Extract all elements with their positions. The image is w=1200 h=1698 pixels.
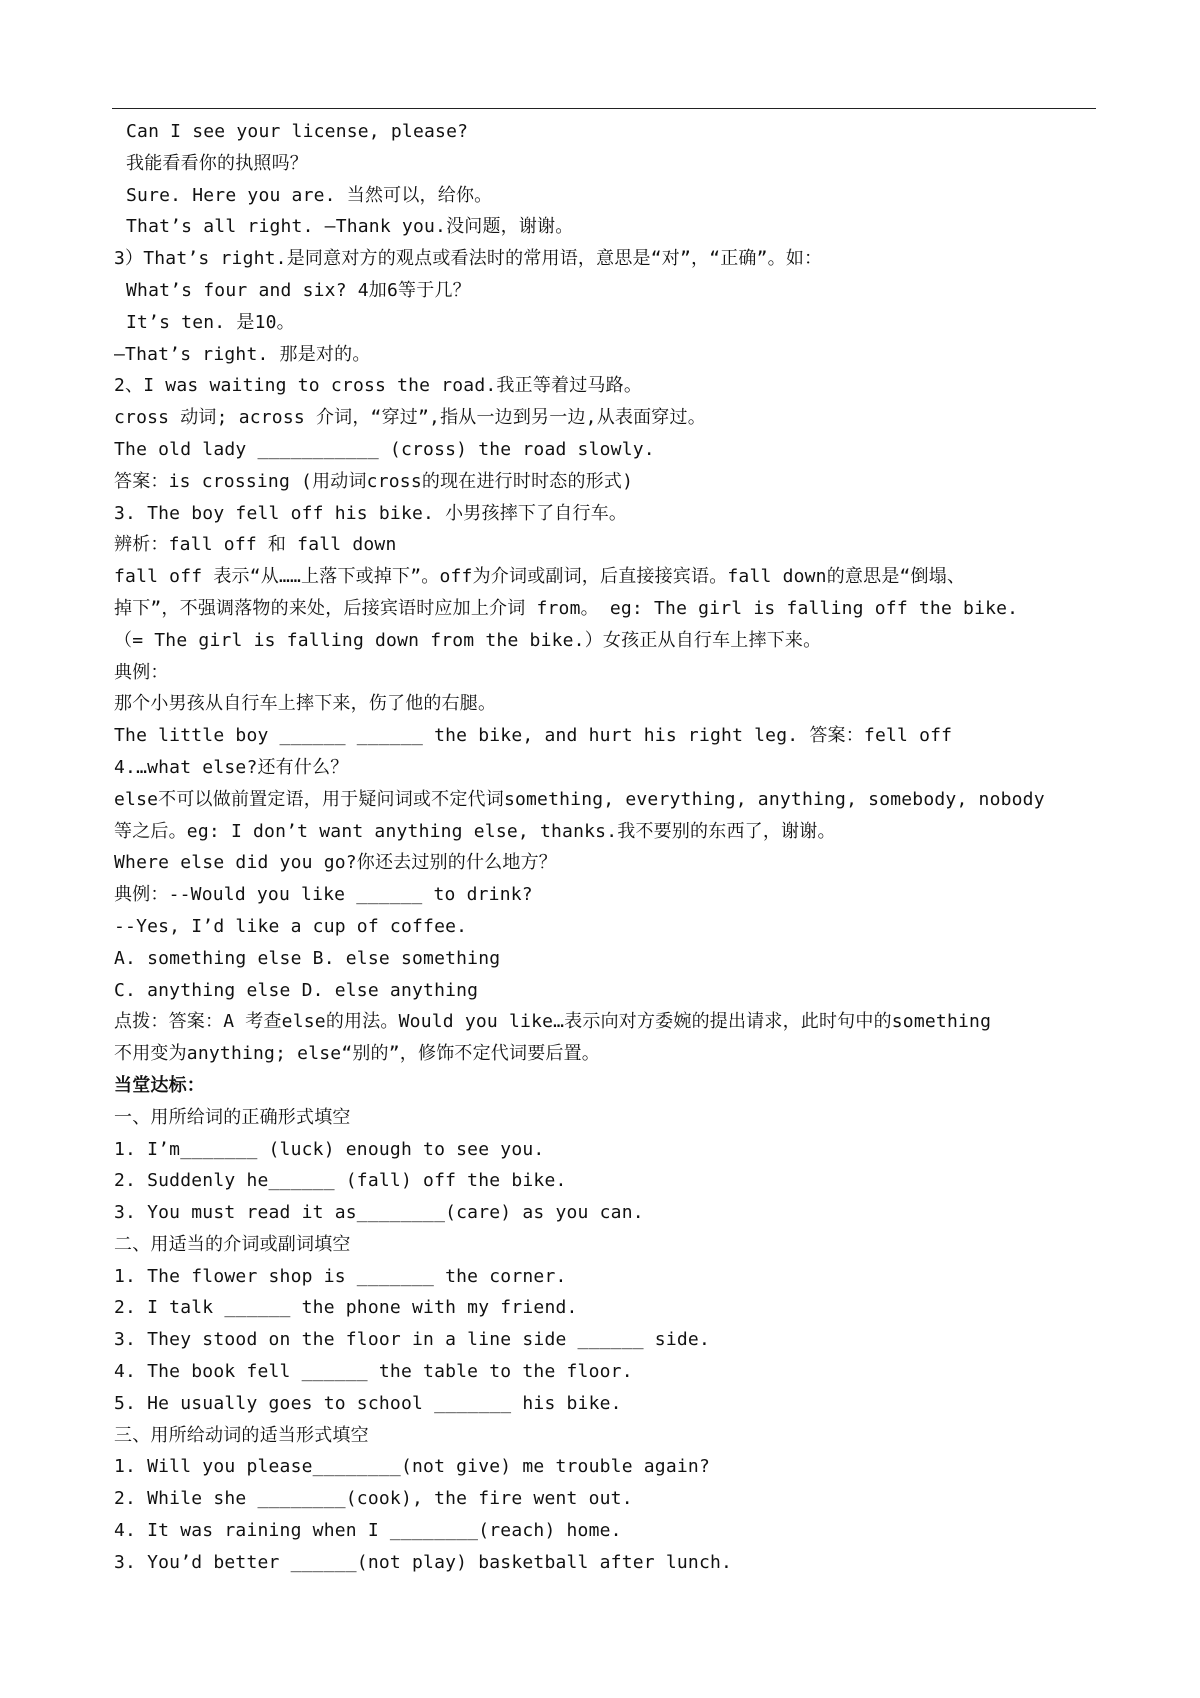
text-line: cross 动词; across 介词，“穿过”,指从一边到另一边,从表面穿过。 bbox=[114, 407, 706, 429]
text-line: The old lady ___________ (cross) the road slowly. bbox=[114, 438, 655, 460]
exercise-heading: 三、用所给动词的适当形式填空 bbox=[114, 1424, 369, 1446]
text-line: 掉下”，不强调落物的来处，后接宾语时应加上介词 from。 eg: The girl is falling off the bike. bbox=[114, 597, 1019, 619]
text-line: else不可以做前置定语，用于疑问词或不定代词something, everything, anything, somebody, nobody bbox=[114, 788, 1045, 810]
section-heading: 当堂达标： bbox=[114, 1074, 205, 1096]
text-line: 典例：--Would you like ______ to drink? bbox=[114, 884, 533, 906]
document-body bbox=[114, 116, 1098, 1579]
text-line: 点拨：答案：A 考查else的用法。Would you like…表示向对方委婉的提出请求，此时句中的something bbox=[114, 1011, 992, 1033]
exercise-item: 1. The flower shop is _______ the corner. bbox=[114, 1265, 567, 1287]
text-line: 2、I was waiting to cross the road.我正等着过马路。 bbox=[114, 375, 643, 397]
text-line: 3）That’s right.是同意对方的观点或看法时的常用语，意思是“对”，“正确”。如： bbox=[114, 248, 823, 270]
text-line: 等之后。eg: I don’t want anything else, thanks.我不要别的东西了，谢谢。 bbox=[114, 820, 836, 842]
exercise-heading: 二、用适当的介词或副词填空 bbox=[114, 1233, 351, 1255]
text-line: Sure. Here you are. 当然可以，给你。 bbox=[126, 184, 493, 206]
text-line: C. anything else D. else anything bbox=[114, 979, 479, 1001]
exercise-item: 3. You must read it as________(care) as you can. bbox=[114, 1202, 644, 1224]
text-line: 不用变为anything; else“别的”，修饰不定代词要后置。 bbox=[114, 1043, 600, 1065]
text-line: The little boy ______ ______ the bike, and hurt his right leg. 答案：fell off bbox=[114, 725, 953, 747]
exercise-item: 4. It was raining when I ________(reach) home. bbox=[114, 1520, 622, 1542]
exercise-item: 2. Suddenly he______ (fall) off the bike. bbox=[114, 1170, 567, 1192]
exercise-item: 1. I’m_______ (luck) enough to see you. bbox=[114, 1138, 545, 1160]
text-line: It’s ten. 是10。 bbox=[126, 311, 295, 333]
text-line: （= The girl is falling down from the bike.）女孩正从自行车上摔下来。 bbox=[114, 629, 822, 651]
text-line: 那个小男孩从自行车上摔下来，伤了他的右腿。 bbox=[114, 693, 497, 715]
text-line: 4.…what else?还有什么？ bbox=[114, 756, 349, 778]
exercise-item: 2. I talk ______ the phone with my friend. bbox=[114, 1297, 578, 1319]
text-line: 辨析：fall off 和 fall down bbox=[114, 534, 397, 556]
text-line: 典例： bbox=[114, 661, 169, 683]
exercise-item: 5. He usually goes to school _______ his bike. bbox=[114, 1392, 622, 1414]
exercise-heading: 一、用所给词的正确形式填空 bbox=[114, 1106, 351, 1128]
text-line: —That’s right. 那是对的。 bbox=[114, 343, 371, 365]
text-line: 我能看看你的执照吗？ bbox=[126, 152, 308, 174]
text-line: That’s all right. —Thank you.没问题，谢谢。 bbox=[126, 216, 574, 238]
text-line: 3. The boy fell off his bike. 小男孩摔下了自行车。 bbox=[114, 502, 628, 524]
header-rule bbox=[112, 108, 1096, 109]
text-line: What’s four and six? 4加6等于几？ bbox=[126, 279, 471, 301]
text-line: A. something else B. else something bbox=[114, 947, 501, 969]
exercise-item: 2. While she ________(cook), the fire went out. bbox=[114, 1488, 633, 1510]
exercise-item: 3. You’d better ______(not play) basketball after lunch. bbox=[114, 1551, 733, 1573]
text-line: Where else did you go?你还去过别的什么地方？ bbox=[114, 852, 558, 874]
text-line: --Yes, I’d like a cup of coffee. bbox=[114, 915, 468, 937]
exercise-item: 1. Will you please________(not give) me trouble again? bbox=[114, 1456, 710, 1478]
text-line: Can I see your license, please? bbox=[126, 121, 469, 142]
text-line: fall off 表示“从……上落下或掉下”。off为介词或副词，后直接接宾语。fall down的意思是“倒塌、 bbox=[114, 566, 966, 588]
text-line: 答案：is crossing (用动词cross的现在进行时时态的形式) bbox=[114, 470, 634, 492]
exercise-item: 3. They stood on the floor in a line side ______ side. bbox=[114, 1329, 710, 1351]
exercise-item: 4. The book fell ______ the table to the floor. bbox=[114, 1361, 633, 1383]
